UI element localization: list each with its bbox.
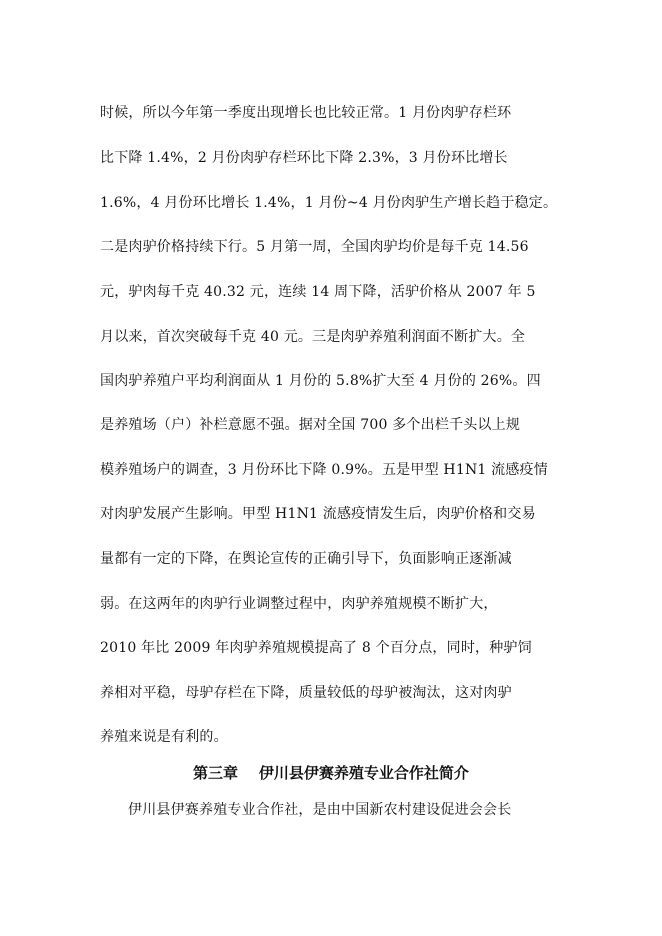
body-line-12: 弱。在这两年的肉驴行业调整过程中，肉驴养殖规模不断扩大， <box>100 596 498 612</box>
body-line-14: 养相对平稳，母驴存栏在下降，质量较低的母驴被淘汰，这对肉驴 <box>100 685 512 701</box>
next-paragraph-line: 伊川县伊赛养殖专业合作社，是由中国新农村建设促进会会长 <box>128 802 512 818</box>
body-line-3: 1.6%，4 月份环比增长 1.4%，1 月份~4 月份肉驴生产增长趋于稳定。 <box>100 195 558 211</box>
body-line-4: 二是肉驴价格持续下行。5 月第一周，全国肉驴均价是每千克 14.56 <box>100 239 529 255</box>
body-line-1: 时候，所以今年第一季度出现增长也比较正常。1 月份肉驴存栏环 <box>100 105 512 121</box>
body-line-11: 量都有一定的下降，在舆论宣传的正确引导下，负面影响正逐渐减 <box>100 551 512 567</box>
body-line-7: 国肉驴养殖户平均利润面从 1 月份的 5.8%扩大至 4 月份的 26%。四 <box>100 373 541 389</box>
body-line-5: 元，驴肉每千克 40.32 元，连续 14 周下降，活驴价格从 2007 年 5 <box>100 284 536 300</box>
body-line-13: 2010 年比 2009 年肉驴养殖规模提高了 8 个百分点，同时，种驴饲 <box>100 640 532 656</box>
chapter-heading: 第三章 伊川县伊赛养殖专业合作社简介 <box>193 764 469 782</box>
body-line-9: 模养殖场户的调查，3 月份环比下降 0.9%。五是甲型 H1N1 流感疫情 <box>100 462 548 478</box>
body-line-15: 养殖来说是有利的。 <box>100 729 228 745</box>
body-line-10: 对肉驴发展产生影响。甲型 H1N1 流感疫情发生后，肉驴价格和交易 <box>100 506 536 522</box>
body-line-2: 比下降 1.4%，2 月份肉驴存栏环比下降 2.3%，3 月份环比增长 <box>100 150 508 166</box>
body-line-8: 是养殖场（户）补栏意愿不强。据对全国 700 多个出栏千头以上规 <box>100 417 521 433</box>
body-line-6: 月以来，首次突破每千克 40 元。三是肉驴养殖利润面不断扩大。全 <box>100 329 526 345</box>
